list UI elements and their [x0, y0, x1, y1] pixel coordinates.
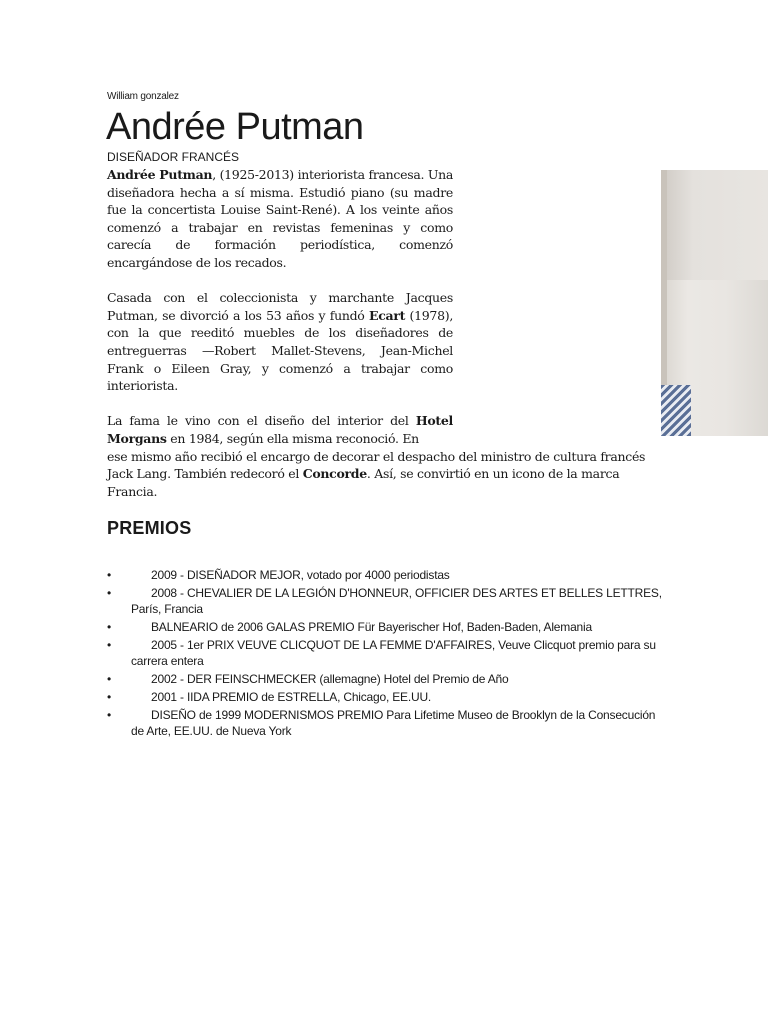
award-item — [107, 585, 667, 617]
awards-list — [107, 567, 667, 741]
bullet-icon: • — [107, 708, 112, 722]
bio-p3-text-c: ese mismo año recibió el encargo de decorar el despacho del ministro de cultura francés Jack Lang. También redecoró el — [107, 448, 646, 482]
page-subtitle: DISEÑADOR FRANCÉS — [107, 150, 240, 164]
award-item — [107, 671, 667, 687]
bio-paragraph-2 — [107, 289, 453, 395]
award-text: BALNEARIO de 2006 GALAS PREMIO Für Bayerischer Hof, Baden-Baden, Alemania — [151, 620, 592, 634]
bullet-icon: • — [107, 568, 112, 582]
biography — [107, 166, 663, 500]
bio-ecart: Ecart — [368, 307, 406, 323]
bio-p3-text-d: . Así, se convirtió en un icono de la marca Francia. — [107, 466, 620, 499]
bio-p2-text-a: Casada con el coleccionista y marchante Jacques Putman, se divorció a los 53 años y fundó — [107, 290, 453, 323]
award-text: 2002 - DER FEINSCHMECKER (allemagne) Hotel del Premio de Año — [151, 672, 509, 686]
bullet-icon: • — [107, 638, 112, 652]
bio-name: Andrée Putman — [107, 167, 213, 182]
award-text: 2009 - DISEÑADOR MEJOR, votado por 4000 periodistas — [151, 568, 450, 582]
bio-concorde: Concorde — [302, 466, 367, 482]
bullet-icon: • — [107, 690, 112, 704]
bio-p2-text-b: (1978), con la que reeditó muebles de los diseñadores de entreguerras —Robert Mallet-Stevens, Jean-Michel Frank o Eileen Gray, y comenzó a trabajar como interiorista. — [107, 307, 453, 394]
award-text: 2001 - IIDA PREMIO de ESTRELLA, Chicago, EE.UU. — [151, 690, 432, 704]
bio-hotel-morgans: Hotel Morgans — [107, 413, 453, 446]
award-text: 2008 - CHEVALIER DE LA LEGIÓN D'HONNEUR, OFFICIER DES ARTES ET BELLES LETTRES, París, Francia — [131, 586, 662, 616]
bio-p3-text-b: en 1984, según ella misma reconoció. En — [166, 430, 419, 446]
portrait-photo — [661, 170, 768, 436]
bullet-icon: • — [107, 620, 112, 634]
bio-p3-text-a: La fama le vino con el diseño del interior del — [107, 413, 416, 429]
award-item — [107, 707, 667, 739]
award-item — [107, 567, 667, 583]
photo-striped-shirt — [661, 385, 691, 436]
award-text: 2005 - 1er PRIX VEUVE CLICQUOT DE LA FEMME D'AFFAIRES, Veuve Clicquot premio para su carrera entera — [131, 638, 656, 668]
author-name: William gonzalez — [107, 91, 179, 102]
award-item — [107, 619, 667, 635]
photo-wall — [661, 170, 768, 280]
bio-paragraph-3 — [107, 412, 453, 447]
bullet-icon: • — [107, 586, 112, 600]
bio-paragraph-1 — [107, 166, 453, 272]
bullet-icon: • — [107, 672, 112, 686]
bio-p1-text: , (1925-2013) interiorista francesa. Una diseñadora hecha a sí misma. Estudió piano (su madre fue la concertista Louise Saint-René). A los veinte años comenzó a trabajar en revistas femeninas y como carecía de formación periodística, comenzó encargándose de los recados. — [107, 167, 453, 270]
award-item — [107, 637, 667, 669]
awards-heading: PREMIOS — [107, 518, 192, 538]
bio-paragraph-3-cont — [107, 448, 663, 501]
award-text: DISEÑO de 1999 MODERNISMOS PREMIO Para Lifetime Museo de Brooklyn de la Consecución de Arte, EE.UU. de Nueva York — [131, 708, 656, 738]
award-item — [107, 689, 667, 705]
page-title: Andrée Putman — [106, 106, 364, 148]
